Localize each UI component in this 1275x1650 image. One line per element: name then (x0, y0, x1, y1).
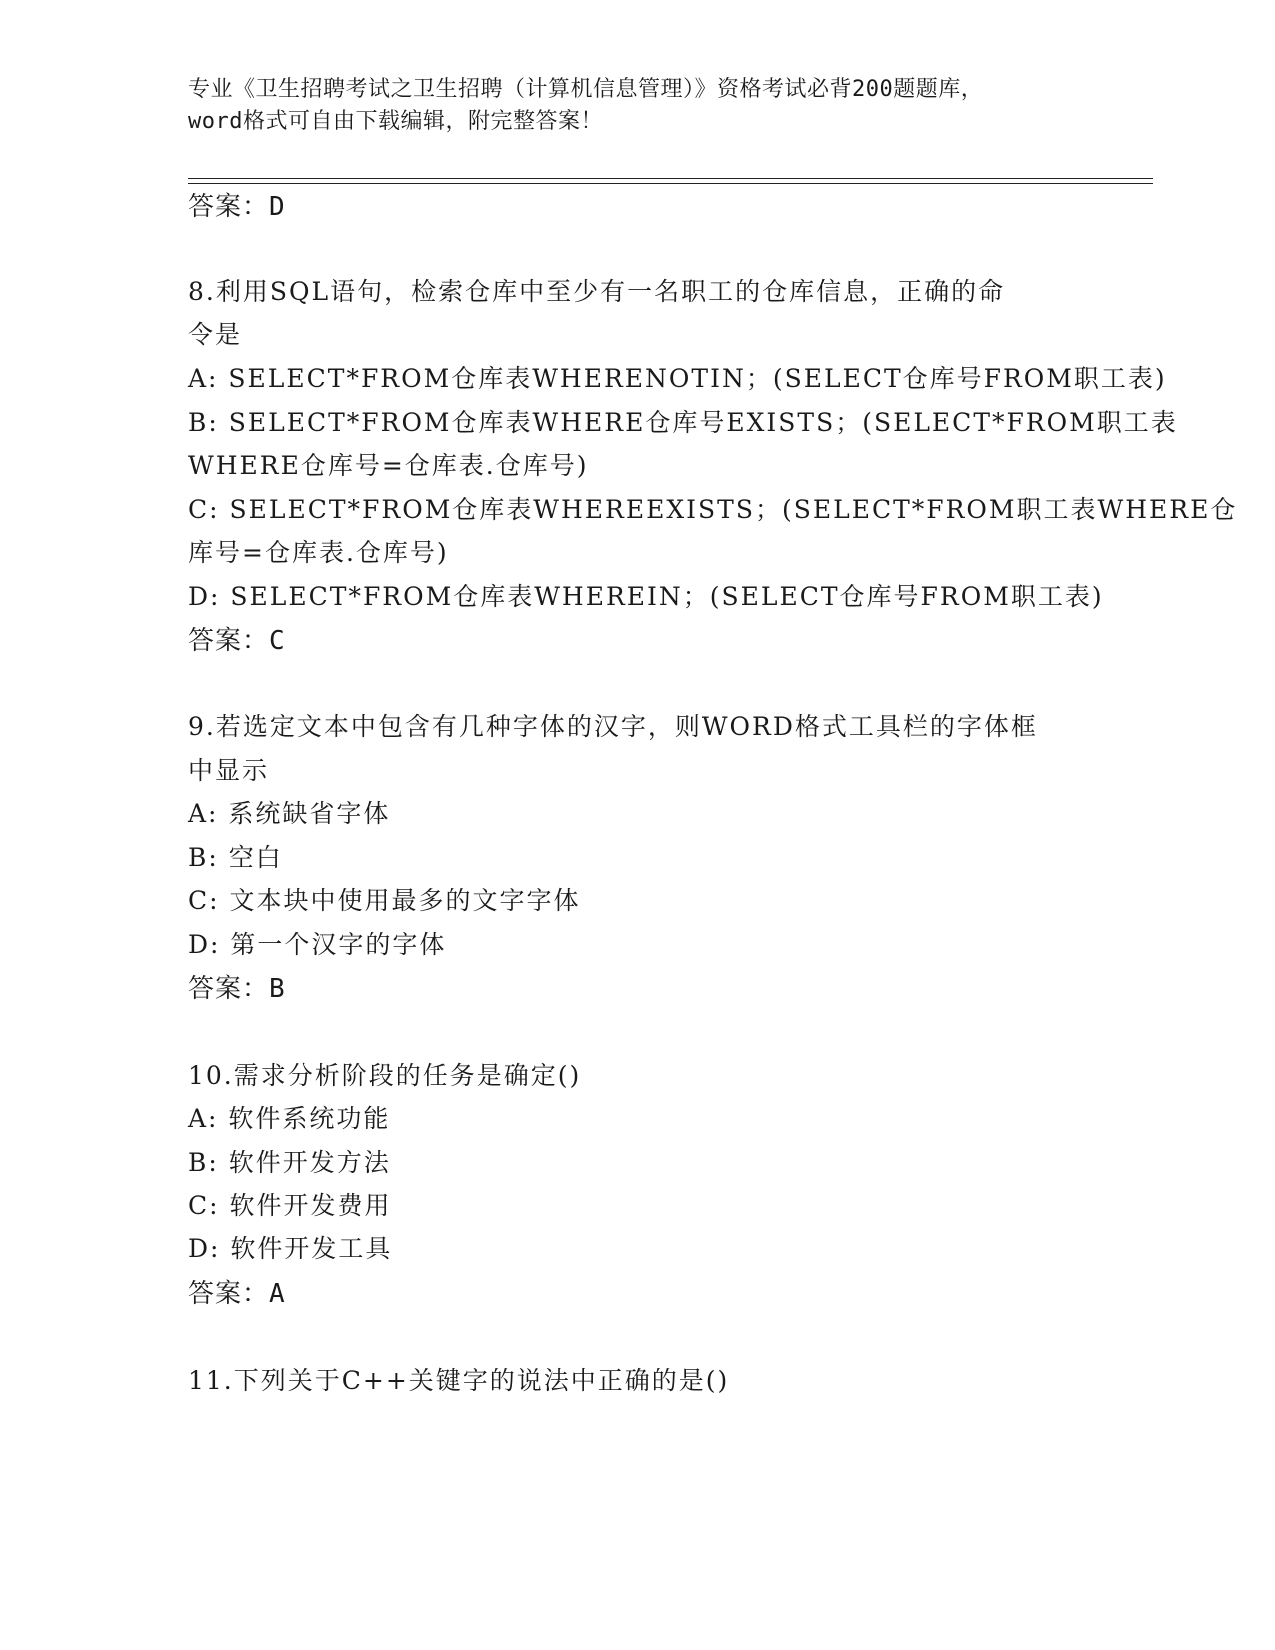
header-divider-top (188, 178, 1153, 179)
question-9-stem-line-2: 中显示 (188, 756, 270, 785)
header-title-line-1: 专业《卫生招聘考试之卫生招聘（计算机信息管理）》资格考试必背200题题库， (188, 77, 984, 102)
question-8-option-c-line-1: C: SELECT*FROM仓库表WHEREEXISTS；(SELECT*FROM职工表WHERE仓 (188, 495, 1238, 524)
question-9-option-c: C: 文本块中使用最多的文字字体 (188, 886, 581, 915)
question-8-option-b-line-1: B: SELECT*FROM仓库表WHERE仓库号EXISTS；(SELECT*FROM职工表 (188, 408, 1178, 437)
question-9-option-d: D: 第一个汉字的字体 (188, 930, 447, 959)
question-9-option-a: A: 系统缺省字体 (188, 799, 391, 828)
question-8-option-d: D: SELECT*FROM仓库表WHEREIN；(SELECT仓库号FROM职工表) (188, 582, 1104, 611)
question-10-option-b: B: 软件开发方法 (188, 1148, 391, 1177)
question-10-stem: 10.需求分析阶段的任务是确定() (188, 1061, 582, 1090)
question-8-option-c-line-2: 库号=仓库表.仓库号) (188, 538, 449, 567)
question-11-stem: 11.下列关于C++关键字的说法中正确的是() (188, 1366, 730, 1395)
header-title-line-2: word格式可自由下载编辑，附完整答案！ (188, 109, 603, 134)
question-10-option-a: A: 软件系统功能 (188, 1104, 391, 1133)
question-10-option-d: D: 软件开发工具 (188, 1234, 393, 1263)
answer-previous: 答案：D (188, 192, 286, 222)
question-9-answer: 答案：B (188, 974, 286, 1004)
question-8-option-a: A: SELECT*FROM仓库表WHERENOTIN；(SELECT仓库号FROM职工表) (188, 364, 1167, 393)
question-8-stem-line-1: 8.利用SQL语句，检索仓库中至少有一名职工的仓库信息，正确的命 (188, 277, 1006, 306)
question-8-option-b-line-2: WHERE仓库号=仓库表.仓库号) (188, 451, 589, 480)
question-8-answer: 答案：C (188, 626, 286, 656)
question-9-option-b: B: 空白 (188, 843, 283, 872)
question-10-answer: 答案：A (188, 1279, 286, 1309)
question-9-stem-line-1: 9.若选定文本中包含有几种字体的汉字，则WORD格式工具栏的字体框 (188, 712, 1038, 741)
question-10-option-c: C: 软件开发费用 (188, 1191, 392, 1220)
document-header (188, 74, 1088, 138)
header-divider-bottom (188, 183, 1153, 184)
question-8-stem-line-2: 令是 (188, 320, 243, 349)
